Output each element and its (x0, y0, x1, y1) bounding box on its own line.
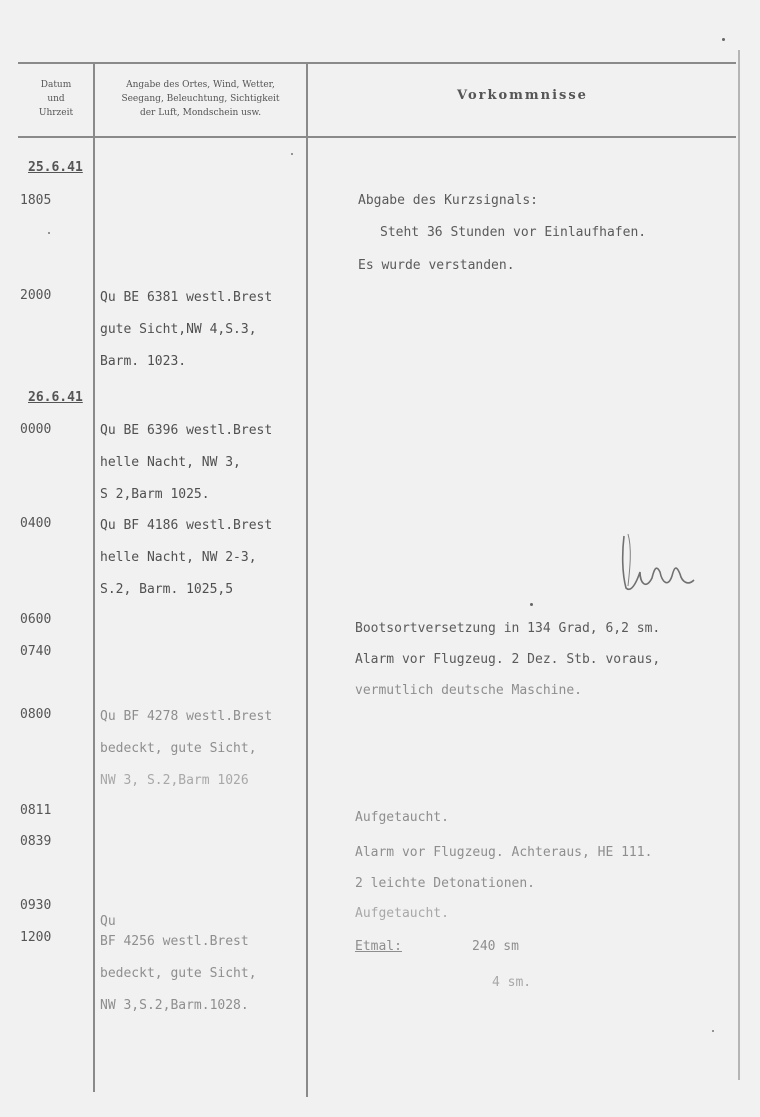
speck (48, 232, 50, 234)
position-line: Qu BE 6381 westl.Brest (100, 290, 273, 305)
header-location-weather (97, 78, 304, 120)
etmal-value: 240 sm (472, 939, 519, 954)
time-entry: 0740 (20, 644, 52, 659)
speck (291, 153, 293, 155)
column-rule-1 (93, 62, 95, 1092)
position-line: gute Sicht,NW 4,S.3, (100, 322, 257, 337)
etmal-label: Etmal: (355, 939, 402, 954)
etmal-value: 4 sm. (492, 975, 532, 990)
time-entry: 1805 (20, 193, 52, 208)
time-entry: 1200 (20, 930, 52, 945)
event-line: Steht 36 Stunden vor Einlaufhafen. (380, 225, 647, 240)
event-line: Es wurde verstanden. (358, 258, 515, 273)
position-line: Qu (100, 914, 116, 929)
column-rule-edge (738, 50, 740, 1080)
time-entry: 0811 (20, 803, 52, 818)
event-line: Alarm vor Flugzeug. Achteraus, HE 111. (355, 845, 653, 860)
time-entry: 2000 (20, 288, 52, 303)
position-line: bedeckt, gute Sicht, (100, 741, 257, 756)
position-line: Qu BE 6396 westl.Brest (100, 423, 273, 438)
position-line: S.2, Barm. 1025,5 (100, 582, 234, 597)
position-line: bedeckt, gute Sicht, (100, 966, 257, 981)
position-line: Qu BF 4186 westl.Brest (100, 518, 273, 533)
speck (712, 1030, 714, 1032)
header-col2-line2: Seegang, Beleuchtung, Sichtigkeit (121, 94, 280, 104)
time-entry: 0800 (20, 707, 52, 722)
event-line: Bootsortversetzung in 134 Grad, 6,2 sm. (355, 621, 661, 636)
header-events: Vorkommnisse (457, 88, 588, 103)
position-line: NW 3,S.2,Barm.1028. (100, 998, 249, 1013)
header-date-time (22, 78, 90, 120)
time-entry: 0839 (20, 834, 52, 849)
speck (530, 603, 533, 606)
position-line: helle Nacht, NW 3, (100, 455, 241, 470)
time-entry: 0000 (20, 422, 52, 437)
column-rule-2 (306, 62, 308, 1097)
header-col1-line2: und (47, 94, 65, 104)
event-line: vermutlich deutsche Maschine. (355, 683, 582, 698)
position-line: NW 3, S.2,Barm 1026 (100, 773, 249, 788)
position-line: Qu BF 4278 westl.Brest (100, 709, 273, 724)
event-line: Alarm vor Flugzeug. 2 Dez. Stb. voraus, (355, 652, 661, 667)
event-line: Aufgetaucht. (355, 810, 449, 825)
speck (722, 38, 725, 41)
position-line: helle Nacht, NW 2-3, (100, 550, 257, 565)
event-line: Abgabe des Kurzsignals: (358, 193, 539, 208)
time-entry: 0400 (20, 516, 52, 531)
date-entry: 26.6.41 (28, 390, 83, 405)
event-line: Aufgetaucht. (355, 906, 449, 921)
header-top-rule (18, 62, 736, 64)
header-col2-line3: der Luft, Mondschein usw. (139, 108, 262, 118)
time-entry: 0930 (20, 898, 52, 913)
date-entry: 25.6.41 (28, 160, 83, 175)
position-line: Barm. 1023. (100, 354, 187, 369)
time-entry: 0600 (20, 612, 52, 627)
signature-mark (618, 528, 698, 598)
header-col1-line3: Uhrzeit (38, 108, 74, 118)
header-col2-line1: Angabe des Ortes, Wind, Wetter, (126, 80, 275, 90)
event-line: 2 leichte Detonationen. (355, 876, 536, 891)
header-bottom-rule (18, 136, 736, 138)
position-line: BF 4256 westl.Brest (100, 934, 249, 949)
position-line: S 2,Barm 1025. (100, 487, 210, 502)
header-col1-line1: Datum (40, 80, 72, 90)
